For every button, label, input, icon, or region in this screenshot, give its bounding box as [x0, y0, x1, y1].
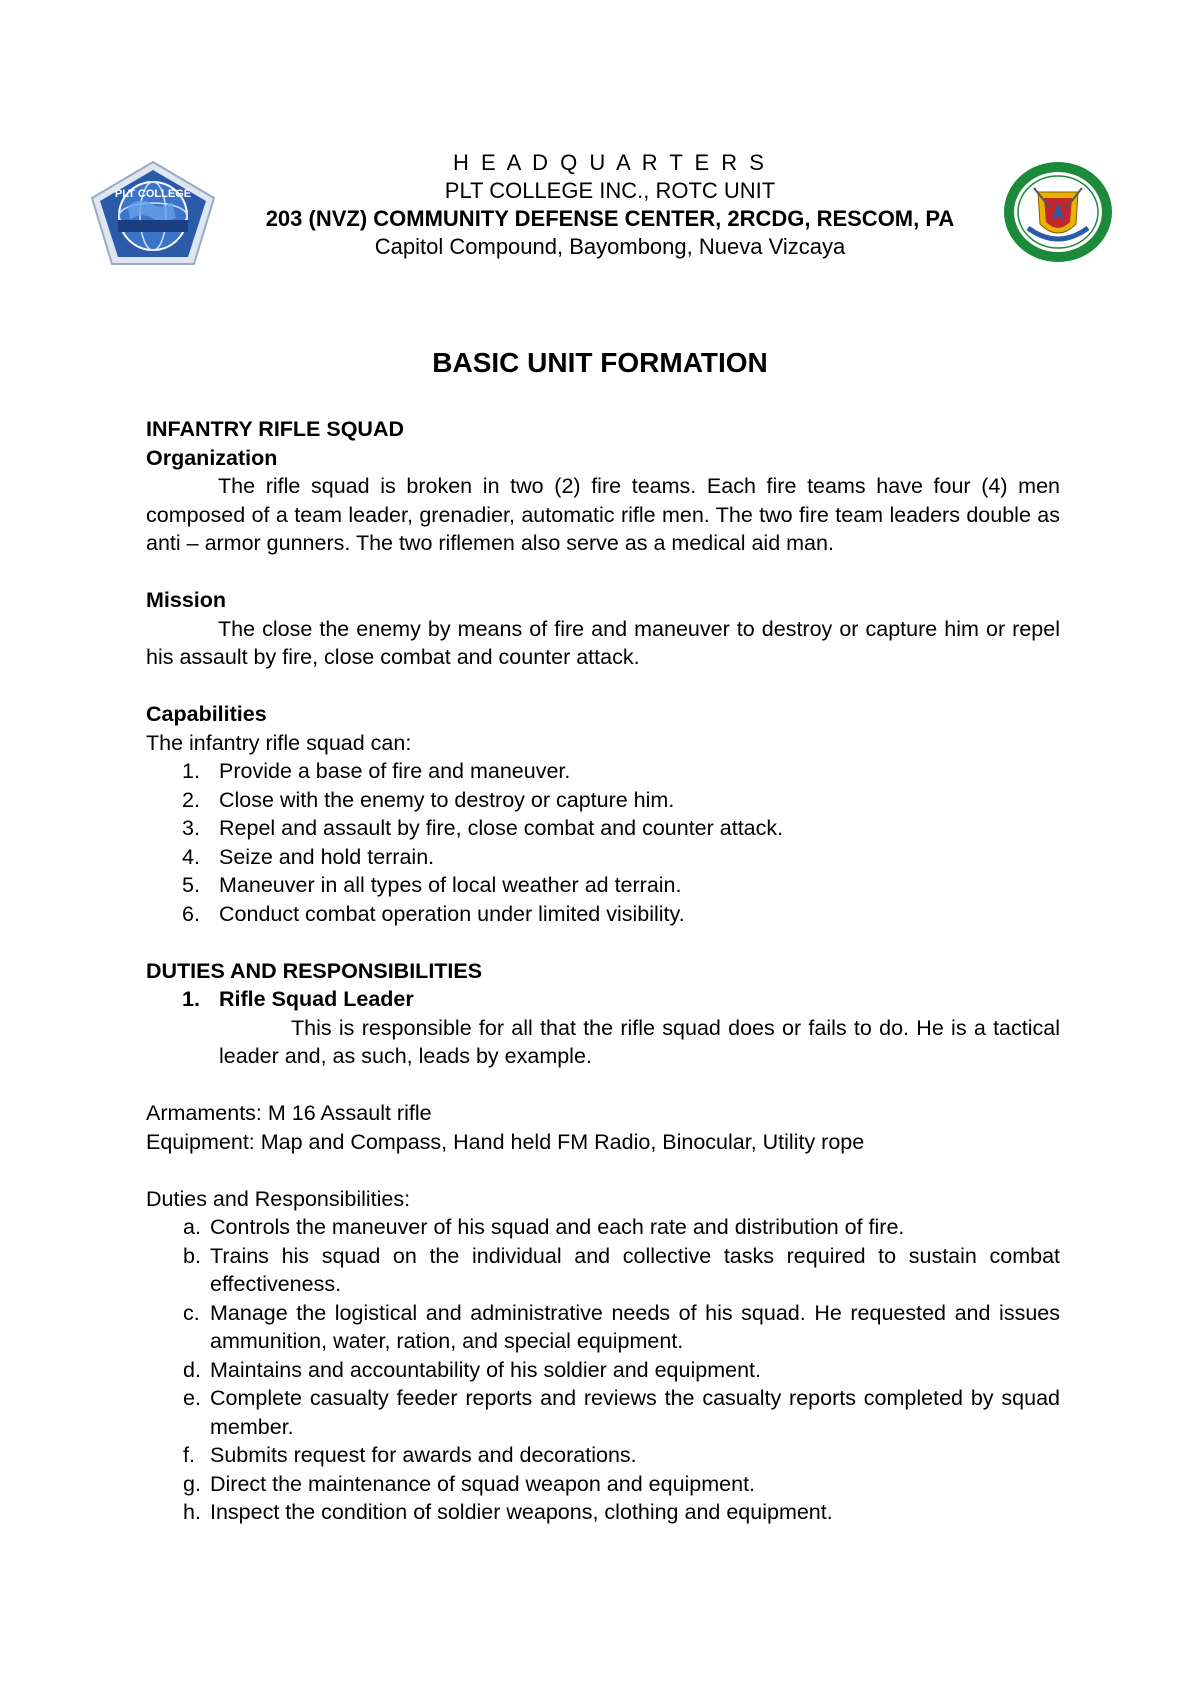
list-item: 2. Close with the enemy to destroy or capture him.	[182, 787, 675, 812]
list-item: a. Controls the maneuver of his squad and each rate and distribution of fire.	[183, 1215, 905, 1239]
capabilities-intro: The infantry rifle squad can:	[146, 730, 412, 755]
duties-intro: Duties and Responsibilities:	[146, 1186, 411, 1211]
subheading-capabilities: Capabilities	[146, 702, 267, 726]
list-item: b. Trains his squad on the individual and collective tasks required to sustain combat effectiveness.	[183, 1243, 1060, 1296]
list-item: 4. Seize and hold terrain.	[182, 844, 435, 869]
document-title: BASIC UNIT FORMATION	[432, 347, 768, 378]
header-line-defense-center: 203 (NVZ) COMMUNITY DEFENSE CENTER, 2RCDG, RESCOM, PA	[265, 206, 955, 231]
list-item: 3. Repel and assault by fire, close combat and counter attack.	[182, 816, 784, 840]
duties-list	[146, 1213, 1060, 1527]
section-heading-duties: DUTIES AND RESPONSIBILITIES	[146, 958, 483, 983]
header-line-college: PLT COLLEGE INC., ROTC UNIT	[444, 178, 776, 203]
subheading-organization: Organization	[146, 445, 278, 470]
rifle-squad-leader-block	[146, 985, 1060, 1071]
plt-college-logo	[88, 160, 218, 268]
list-item: h. Inspect the condition of soldier weapons, clothing and equipment.	[183, 1500, 833, 1524]
list-item: 6. Conduct combat operation under limited visibility.	[182, 901, 685, 926]
equipment-line: Equipment: Map and Compass, Hand held FM Radio, Binocular, Utility rope	[146, 1129, 865, 1154]
header-line-address: Capitol Compound, Bayombong, Nueva Vizcaya	[374, 234, 846, 259]
document-body	[146, 415, 1060, 1527]
list-item: g. Direct the maintenance of squad weapon and equipment.	[183, 1471, 756, 1496]
list-item: c. Manage the logistical and administrative needs of his squad. He requested and issues ammunition, water, ration, and special equipment.	[183, 1300, 1060, 1353]
armaments-line: Armaments: M 16 Assault rifle	[146, 1101, 432, 1125]
list-item: d. Maintains and accountability of his soldier and equipment.	[183, 1357, 761, 1382]
organization-paragraph: The rifle squad is broken in two (2) fire teams. Each fire teams have four (4) men composed of a team leader, grenadier, automatic rifle men. The two fire team leaders double as anti – armor gunners. The two riflemen also serve as a medical aid man.	[146, 474, 1060, 555]
list-item: 5. Maneuver in all types of local weather ad terrain.	[182, 873, 682, 897]
list-item: e. Complete casualty feeder reports and reviews the casualty reports completed by squad member.	[183, 1386, 1060, 1439]
capabilities-list	[146, 757, 1060, 928]
rotc-seal-logo	[1000, 158, 1116, 266]
mission-paragraph: The close the enemy by means of fire and maneuver to destroy or capture him or repel his assault by fire, close combat and counter attack.	[146, 616, 1060, 669]
subheading-mission: Mission	[146, 588, 227, 612]
rifle-squad-leader-paragraph: This is responsible for all that the rifle squad does or fails to do. He is a tactical leader and, as such, leads by example.	[219, 1015, 1060, 1068]
section-heading-infantry-rifle-squad: INFANTRY RIFLE SQUAD	[146, 417, 405, 441]
list-item: f. Submits request for awards and decorations.	[183, 1443, 637, 1467]
plt-college-logo-text: PLT COLLEGE	[114, 188, 192, 200]
subheading-rifle-squad-leader: 1. Rifle Squad Leader	[182, 987, 414, 1011]
header-line-headquarters: H E A D Q U A R T E R S	[453, 150, 767, 175]
list-item: 1. Provide a base of fire and maneuver.	[182, 759, 571, 783]
